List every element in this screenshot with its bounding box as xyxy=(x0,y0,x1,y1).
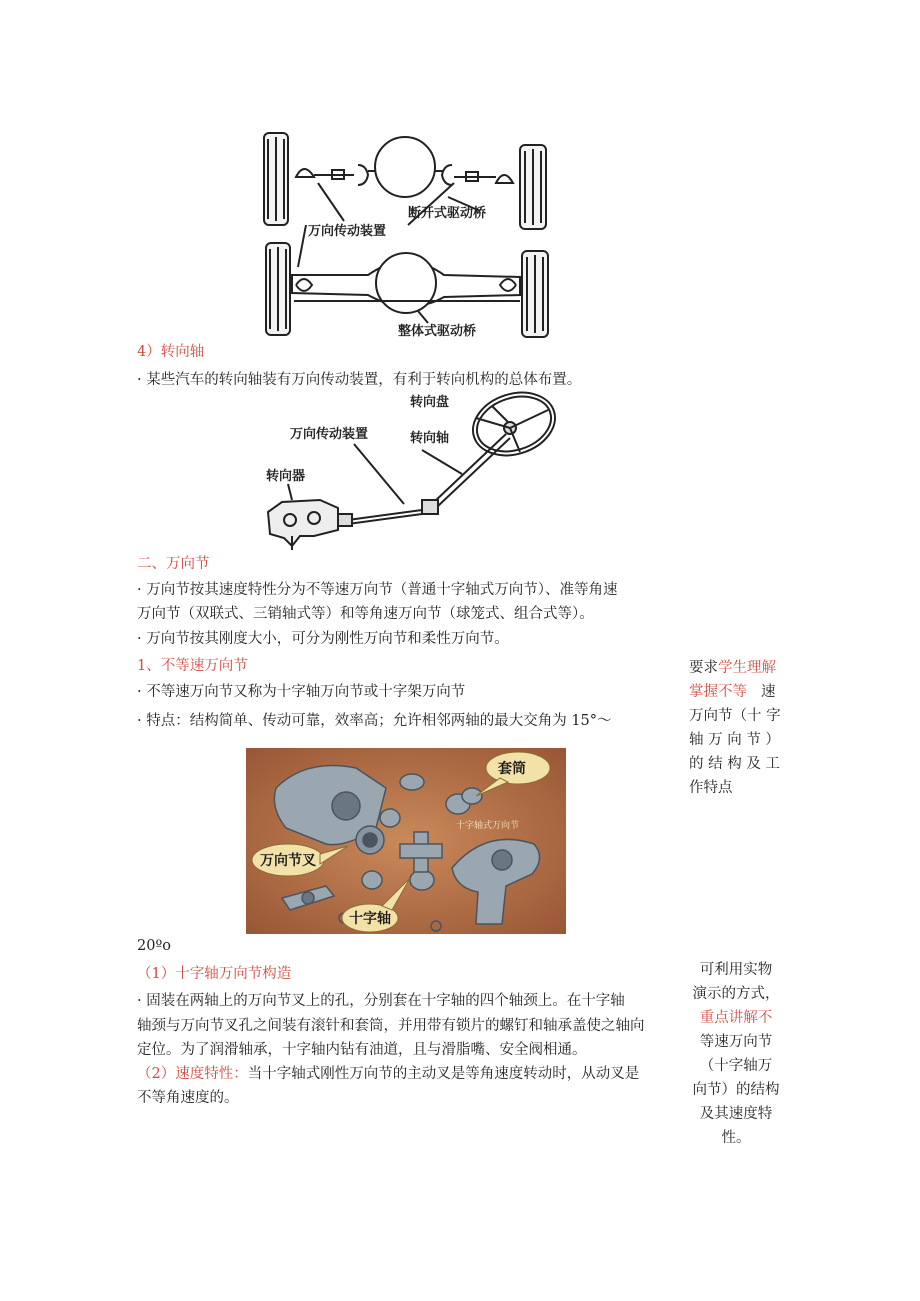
structure-para-line1: · 固装在两轴上的万向节叉上的孔，分别套在十字轴的四个轴颈上。在十字轴 xyxy=(137,993,625,1009)
note2-line8: 性。 xyxy=(721,1130,751,1146)
note2-line3: 重点讲解不 xyxy=(699,1010,773,1026)
steering-wheel-label: 转向盘 xyxy=(410,395,450,410)
note2-line4: 等速万向节 xyxy=(699,1034,773,1050)
note1-line2-a: 掌握不等 xyxy=(689,684,747,700)
note2-line1: 可利用实物 xyxy=(699,962,773,978)
teaching-note-1 xyxy=(689,656,785,800)
yoke-label: 万向节叉 xyxy=(260,853,316,869)
structure-para-line2: 轴颈与万向节叉孔之间装有滚针和套筒，并用带有锁片的螺钉和轴承盖使之轴向 xyxy=(137,1018,645,1034)
cross-shaft-label: 十字轴 xyxy=(349,911,391,927)
cross-joint-structure-heading: （1）十字轴万向节构造 xyxy=(137,966,292,982)
note1-line3: 万向节（十 字 xyxy=(689,708,781,724)
ujoint-bullet1-line2: 万向节（双联式、三销轴式等）和等角速万向节（球笼式、组合式等）。 xyxy=(137,606,594,622)
note2-line5: （十字轴万 xyxy=(699,1058,773,1074)
cross-joint-figure xyxy=(246,748,566,934)
note2-line2: 演示的方式， xyxy=(692,986,780,1002)
unequal-joint-heading: 1、不等速万向节 xyxy=(137,658,248,674)
note1-line2-b: 速 xyxy=(761,684,776,700)
teaching-note-2 xyxy=(682,958,790,1150)
steering-shaft-bullet: · 某些汽车的转向轴装有万向传动装置，有利于转向机构的总体布置。 xyxy=(137,372,582,388)
ujoint-device-label: 万向传动装置 xyxy=(308,224,387,239)
drive-axle-figure xyxy=(258,125,558,347)
speed-characteristic-line1 xyxy=(137,1062,639,1086)
steering-ujoint-label: 万向传动装置 xyxy=(290,427,369,442)
unequal-bullet2: · 特点：结构简单、传动可靠，效率高；允许相邻两轴的最大交角为 15°～ xyxy=(137,713,612,729)
ujoint-bullet2: · 万向节按其刚度大小，可分为刚性万向节和柔性万向节。 xyxy=(137,631,509,647)
note2-line7: 及其速度特 xyxy=(699,1106,773,1122)
universal-joint-heading: 二、万向节 xyxy=(137,556,210,572)
joint-title-label: 十字轴式万向节 xyxy=(456,821,520,831)
steering-gear-label: 转向器 xyxy=(266,469,306,484)
steering-shaft-heading: 4）转向轴 xyxy=(137,344,205,360)
speed-characteristic-line2: 不等角速度的。 xyxy=(137,1090,239,1106)
note2-line6: 向节）的结构 xyxy=(692,1082,780,1098)
sleeve-label: 套筒 xyxy=(498,761,526,777)
angle-continuation: 20ºo xyxy=(137,938,171,954)
steering-shaft-label: 转向轴 xyxy=(410,431,450,446)
steering-figure xyxy=(262,388,562,552)
note1-line1-b: 学生理解 xyxy=(718,660,776,676)
note1-line6: 作特点 xyxy=(689,780,733,796)
speed-characteristic-label: （2）速度特性： xyxy=(137,1066,248,1082)
unequal-bullet1: · 不等速万向节又称为十字轴万向节或十字架万向节 xyxy=(137,684,466,700)
speed-characteristic-text: 当十字轴式刚性万向节的主动叉是等角速度转动时，从动叉是 xyxy=(247,1066,640,1082)
note1-line1-a: 要求 xyxy=(689,660,718,676)
structure-para-line3: 定位。为了润滑轴承，十字轴内钻有油道，且与滑脂嘴、安全阀相通。 xyxy=(137,1042,587,1058)
ujoint-bullet1-line1: · 万向节按其速度特性分为不等速万向节（普通十字轴式万向节）、准等角速 xyxy=(137,582,618,598)
rigid-axle-label: 整体式驱动桥 xyxy=(398,324,477,339)
note1-line5: 的 结 构 及 工 xyxy=(689,756,780,772)
note1-line4: 轴 万 向 节 ） xyxy=(689,732,780,748)
split-axle-label: 断开式驱动桥 xyxy=(408,206,487,221)
